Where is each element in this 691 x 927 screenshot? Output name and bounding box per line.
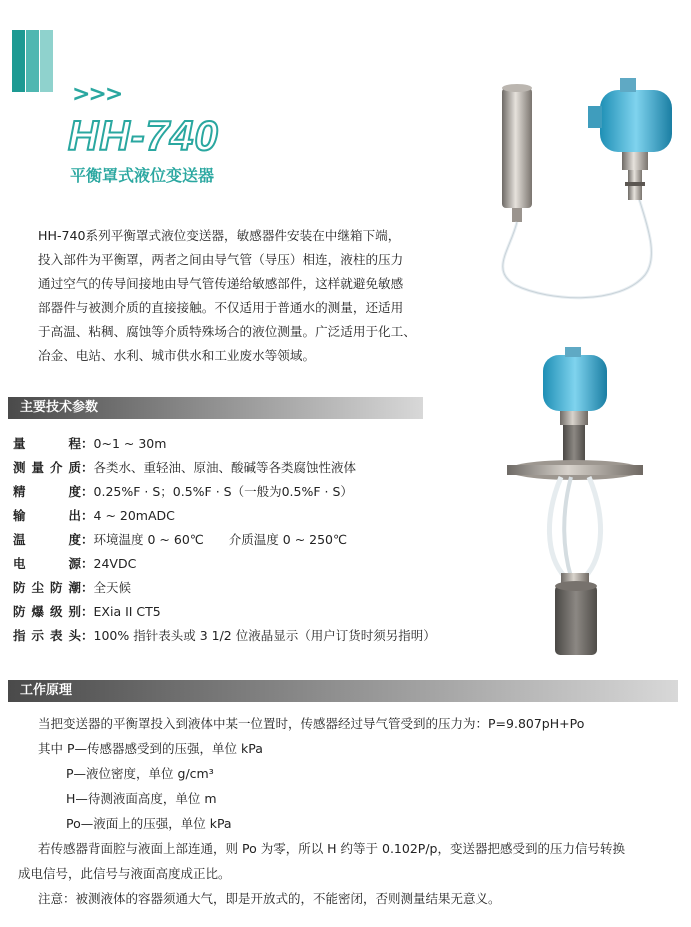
spec-value: 0.25%F · S；0.5%F · S（一般为0.5%F · S）	[93, 484, 353, 499]
principle-line: 其中 P—传感器感受到的压强，单位 kPa	[38, 741, 263, 756]
spec-value: 各类水、重轻油、原油、酸碱等各类腐蚀性液体	[93, 460, 357, 475]
spec-value: 100% 指针表头或 3 1/2 位液晶显示（用户订货时须另指明）	[93, 628, 436, 643]
spec-section-header: 主要技术参数	[8, 397, 423, 419]
spec-row-output: 输出：4 ~ 20mADC	[13, 504, 473, 528]
spec-row-power: 电源：24VDC	[13, 552, 473, 576]
spec-row-indicator: 指示表头：100% 指针表头或 3 1/2 位液晶显示（用户订货时须另指明）	[13, 624, 473, 648]
spec-label: 电源	[13, 556, 81, 571]
intro-line: HH-740系列平衡罩式液位变送器，敏感器件安装在中继箱下端，	[38, 228, 401, 243]
spec-row-range: 量程：0~1 ~ 30m	[13, 432, 473, 456]
spec-label: 指示表头	[13, 628, 81, 643]
spec-row-medium: 测量介质：各类水、重轻油、原油、酸碱等各类腐蚀性液体	[13, 456, 473, 480]
spec-list	[13, 432, 473, 648]
header-bar-1	[12, 30, 25, 92]
principle-note: 注意：被测液体的容器须通大气，即是开放式的，不能密闭，否则测量结果无意义。	[38, 891, 501, 906]
chevron-arrows-icon: >>>	[72, 82, 122, 107]
principle-line: 成电信号，此信号与液面高度成正比。	[18, 866, 231, 881]
spec-value: 全天候	[93, 580, 132, 595]
spec-label: 精度	[13, 484, 81, 499]
intro-line: 投入部件为平衡罩，两者之间由导气管（导压）相连，液柱的压力	[38, 252, 404, 267]
principle-line: H—待测液面高度，单位 m	[66, 791, 217, 806]
product-photo-flange-hood	[505, 345, 655, 665]
spec-label: 输出	[13, 508, 81, 523]
product-model-title: HH-740	[68, 112, 219, 159]
spec-value: 环境温度 0 ~ 60℃ 介质温度 0 ~ 250℃	[93, 532, 348, 547]
spec-label: 防尘防潮	[13, 580, 81, 595]
intro-line: 冶金、电站、水利、城市供水和工业废水等领域。	[38, 348, 316, 363]
principle-text	[18, 711, 678, 911]
intro-paragraph	[38, 224, 433, 368]
spec-value: 4 ~ 20mADC	[93, 508, 175, 523]
spec-value: 24VDC	[93, 556, 137, 571]
spec-row-temperature: 温度：环境温度 0 ~ 60℃ 介质温度 0 ~ 250℃	[13, 528, 473, 552]
spec-value: EXia II CT5	[93, 604, 161, 619]
spec-row-explosion: 防爆级别：EXia II CT5	[13, 600, 473, 624]
header-bar-2	[26, 30, 39, 92]
principle-line: 当把变送器的平衡罩投入到液体中某一位置时，传感器经过导气管受到的压力为：P=9.807pH+Po	[38, 716, 585, 731]
principle-line: 若传感器背面腔与液面上部连通，则 Po 为零，所以 H 约等于 0.102P/p，变送器把感受到的压力信号转换	[38, 841, 625, 856]
spec-label: 量程	[13, 436, 81, 451]
spec-row-accuracy: 精度：0.25%F · S；0.5%F · S（一般为0.5%F · S）	[13, 480, 473, 504]
intro-line: 于高温、粘稠、腐蚀等介质特殊场合的液位测量。广泛适用于化工、	[38, 324, 416, 339]
spec-label: 温度	[13, 532, 81, 547]
principle-line: P—液位密度，单位 g/cm³	[66, 766, 214, 781]
spec-label: 防爆级别	[13, 604, 81, 619]
intro-line: 部器件与被测介质的直接接触。不仅适用于普通水的测量，还适用	[38, 300, 404, 315]
spec-row-protection: 防尘防潮：全天候	[13, 576, 473, 600]
product-subtitle: 平衡罩式液位变送器	[70, 166, 215, 185]
header-bar-3	[40, 30, 53, 92]
product-photo-probe	[470, 70, 680, 320]
intro-line: 通过空气的传导间接地由导气管传递给敏感部件，这样就避免敏感	[38, 276, 404, 291]
principle-line: Po—液面上的压强，单位 kPa	[66, 816, 232, 831]
principle-section-header: 工作原理	[8, 680, 678, 702]
spec-label: 测量介质	[13, 460, 81, 475]
spec-value: 0~1 ~ 30m	[93, 436, 167, 451]
